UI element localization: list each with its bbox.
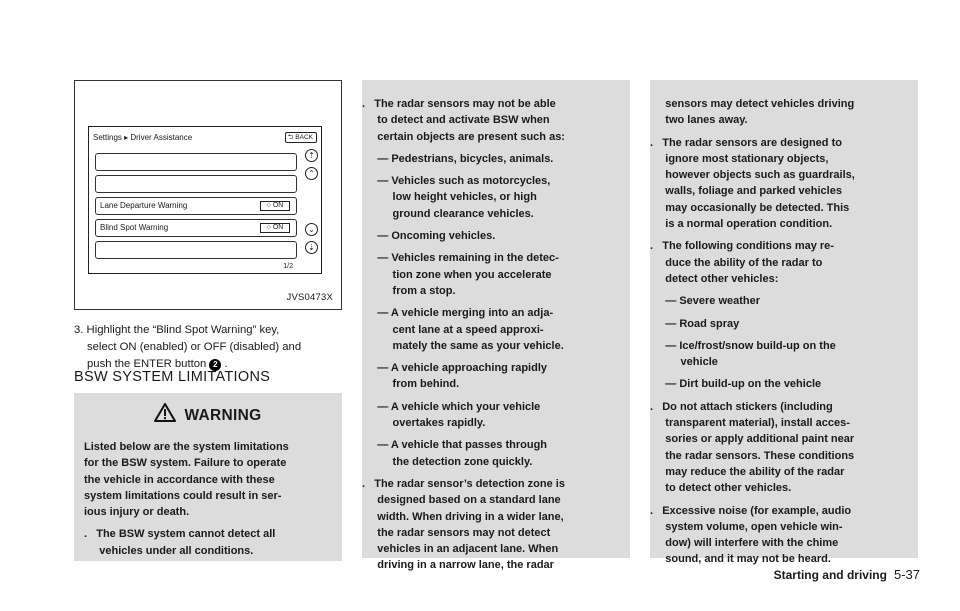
- text-line: to detect and activate BSW when: [362, 114, 550, 127]
- text-line: ignore most stationary objects,: [650, 152, 829, 165]
- column-2-text: [362, 96, 630, 574]
- back-label: BACK: [295, 134, 313, 141]
- scroll-down-icon[interactable]: ⇣: [305, 241, 318, 254]
- text-line: from a stop.: [362, 284, 456, 297]
- warning-line: . The BSW system cannot detect all: [84, 528, 276, 541]
- text-line: however objects such as guardrails,: [650, 169, 855, 182]
- text-line: ground clearance vehicles.: [362, 207, 534, 220]
- text-line: two lanes away.: [650, 114, 748, 127]
- text-line: — Oncoming vehicles.: [362, 230, 496, 243]
- chevron-up-icon[interactable]: ⌃: [305, 167, 318, 180]
- page-indicator: 1/2: [283, 263, 293, 270]
- limitations-column-2: [362, 80, 630, 572]
- step-line: select ON (enabled) or OFF (disabled) and: [87, 341, 302, 353]
- back-button[interactable]: [285, 132, 317, 143]
- text-line: low height vehicles, or high: [362, 191, 537, 204]
- empty-row: [95, 153, 297, 171]
- warning-line: ious injury or death.: [84, 506, 190, 519]
- warning-box: [74, 393, 342, 561]
- text-line: — Severe weather: [650, 295, 761, 308]
- warning-line: system limitations could result in ser-: [84, 489, 282, 502]
- text-line: duce the ability of the radar to: [650, 256, 823, 269]
- row-label: Lane Departure Warning: [100, 201, 188, 210]
- text-line: is a normal operation condition.: [650, 218, 833, 231]
- text-line: the radar sensors may not detect: [362, 526, 551, 539]
- column-3-text: [650, 96, 918, 568]
- page-footer: [774, 567, 920, 582]
- lane-departure-warning-row[interactable]: [95, 197, 297, 215]
- text-line: driving in a narrow lane, the radar: [362, 559, 554, 572]
- blind-spot-toggle[interactable]: ○ ON: [260, 223, 290, 233]
- text-line: tion zone when you accelerate: [362, 268, 552, 281]
- text-line: — Ice/frost/snow build-up on the: [650, 339, 836, 352]
- text-line: sories or apply additional paint near: [650, 433, 855, 446]
- text-line: certain objects are present such as:: [362, 130, 565, 143]
- scroll-up-icon[interactable]: ⇡: [305, 149, 318, 162]
- warning-line: for the BSW system. Failure to operate: [84, 457, 287, 470]
- text-line: — Vehicles remaining in the detec-: [362, 252, 559, 265]
- text-line: . Do not attach stickers (including: [650, 400, 833, 413]
- text-line: . The radar sensors are designed to: [650, 136, 842, 149]
- text-line: may reduce the ability of the radar: [650, 465, 845, 478]
- text-line: — Pedestrians, bicycles, animals.: [362, 152, 554, 165]
- step-3-instruction: [74, 322, 344, 373]
- settings-screen-figure: [74, 80, 342, 310]
- text-line: may occasionally be detected. This: [650, 201, 850, 214]
- text-line: designed based on a standard lane: [362, 494, 561, 507]
- warning-text: [84, 439, 340, 559]
- limitations-column-3: [650, 80, 918, 566]
- text-line: — Road spray: [650, 317, 740, 330]
- text-line: mately the same as your vehicle.: [362, 339, 564, 352]
- text-line: . The following conditions may re-: [650, 240, 834, 253]
- warning-line: Listed below are the system limitations: [84, 441, 289, 453]
- empty-row: [95, 175, 297, 193]
- warning-title: WARNING: [74, 403, 342, 425]
- breadcrumb: Settings ▸ Driver Assistance: [93, 133, 193, 142]
- text-line: . The radar sensors may not be able: [362, 98, 556, 110]
- text-line: . Excessive noise (for example, audio: [650, 504, 852, 517]
- text-line: the detection zone quickly.: [362, 455, 533, 468]
- page-number: 5-37: [893, 567, 920, 582]
- text-line: system volume, open vehicle win-: [650, 520, 843, 533]
- text-line: — Vehicles such as motorcycles,: [362, 175, 551, 188]
- text-line: dow) will interfere with the chime: [650, 537, 839, 550]
- text-line: transparent material), install acces-: [650, 417, 850, 430]
- warning-line: the vehicle in accordance with these: [84, 473, 275, 486]
- warning-triangle-icon: [154, 403, 176, 422]
- text-line: from behind.: [362, 378, 460, 391]
- footer-section: Starting and driving: [773, 568, 887, 582]
- text-line: — A vehicle which your vehicle: [362, 400, 541, 413]
- text-line: width. When driving in a wider lane,: [362, 510, 564, 523]
- text-line: vehicles in an adjacent lane. When: [362, 543, 559, 556]
- empty-row: [95, 241, 297, 259]
- text-line: the radar sensors. These conditions: [650, 449, 855, 462]
- text-line: vehicle: [650, 356, 718, 369]
- section-heading: BSW SYSTEM LIMITATIONS: [74, 369, 271, 385]
- chevron-down-icon[interactable]: ⌄: [305, 223, 318, 236]
- step-line: 3. Highlight the “Blind Spot Warning” key,: [74, 324, 280, 336]
- enter-button-number-icon: 2: [209, 359, 221, 371]
- text-line: overtakes rapidly.: [362, 417, 486, 430]
- text-line: . The radar sensor’s detection zone is: [362, 477, 565, 490]
- text-line: sound, and it may not be heard.: [650, 553, 831, 566]
- blind-spot-warning-row[interactable]: [95, 219, 297, 237]
- text-line: — Dirt build-up on the vehicle: [650, 378, 822, 391]
- display-screen: [88, 126, 322, 274]
- text-line: detect other vehicles:: [650, 272, 779, 285]
- lane-departure-toggle[interactable]: ○ ON: [260, 201, 290, 211]
- figure-code: JVS0473X: [286, 292, 333, 303]
- text-line: — A vehicle approaching rapidly: [362, 362, 548, 375]
- text-line: walls, foliage and parked vehicles: [650, 185, 842, 198]
- step-line: push the ENTER button 2 .: [87, 358, 228, 370]
- text-line: — A vehicle that passes through: [362, 439, 548, 452]
- row-label: Blind Spot Warning: [100, 223, 169, 232]
- text-line: — A vehicle merging into an adja-: [362, 307, 554, 320]
- text-line: sensors may detect vehicles driving: [650, 98, 855, 110]
- back-arrow-icon: ⮌: [287, 134, 294, 141]
- warning-line: vehicles under all conditions.: [84, 544, 254, 557]
- text-line: cent lane at a speed approxi-: [362, 323, 544, 336]
- text-line: to detect other vehicles.: [650, 482, 792, 495]
- screen-header: [93, 131, 317, 145]
